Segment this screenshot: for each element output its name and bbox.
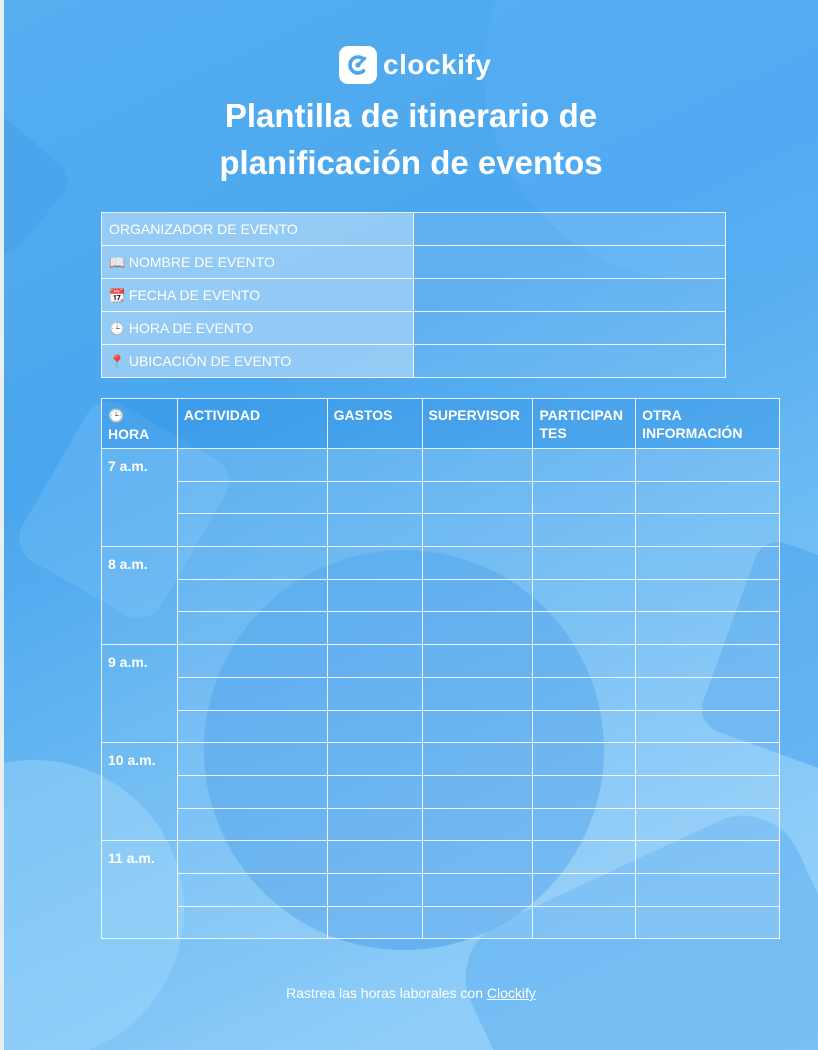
template-page xyxy=(4,0,818,1050)
time-slot-label: 8 a.m. xyxy=(102,547,178,645)
event-info-table xyxy=(101,212,726,378)
info-value-field[interactable] xyxy=(414,312,726,345)
other-info-cell[interactable] xyxy=(636,645,780,678)
itinerary-row xyxy=(102,449,780,482)
supervisor-cell[interactable] xyxy=(422,710,533,743)
brand-name: clockify xyxy=(383,49,492,80)
participants-cell[interactable] xyxy=(533,743,636,776)
info-row xyxy=(102,345,726,378)
info-label: HORA DE EVENTO xyxy=(128,319,254,336)
info-label: ORGANIZADOR DE EVENTO xyxy=(109,221,298,237)
expenses-cell[interactable] xyxy=(327,906,422,939)
supervisor-cell[interactable] xyxy=(422,677,533,710)
supervisor-cell[interactable] xyxy=(422,808,533,841)
participants-cell[interactable] xyxy=(533,481,636,514)
title-line-1: Plantilla de itinerario de xyxy=(224,97,598,134)
info-value-field[interactable] xyxy=(414,279,726,312)
participants-cell[interactable] xyxy=(533,645,636,678)
participants-cell[interactable] xyxy=(533,449,636,482)
clockify-logo xyxy=(339,45,491,85)
info-emoji-icon: 🕒 xyxy=(109,320,126,336)
header-otra-informacion: OTRA INFORMACIÓN xyxy=(636,399,780,449)
activity-cell[interactable] xyxy=(177,579,327,612)
expenses-cell[interactable] xyxy=(327,579,422,612)
supervisor-cell[interactable] xyxy=(422,449,533,482)
other-info-cell[interactable] xyxy=(636,841,780,874)
info-row xyxy=(102,246,726,279)
activity-cell[interactable] xyxy=(177,449,327,482)
other-info-cell[interactable] xyxy=(636,710,780,743)
activity-cell[interactable] xyxy=(177,710,327,743)
itinerary-row xyxy=(102,514,780,547)
info-label-cell xyxy=(102,345,414,378)
activity-cell[interactable] xyxy=(177,481,327,514)
expenses-cell[interactable] xyxy=(327,645,422,678)
page-title xyxy=(4,92,818,186)
info-emoji-icon: 📖 xyxy=(109,254,126,270)
header-supervisor: SUPERVISOR xyxy=(422,399,533,449)
expenses-cell[interactable] xyxy=(327,873,422,906)
clock-icon: 🕒 xyxy=(108,408,125,423)
time-slot-label: 10 a.m. xyxy=(102,743,178,841)
activity-cell[interactable] xyxy=(177,514,327,547)
supervisor-cell[interactable] xyxy=(422,514,533,547)
info-label-cell xyxy=(102,246,414,279)
itinerary-row xyxy=(102,906,780,939)
participants-cell[interactable] xyxy=(533,612,636,645)
info-label-cell xyxy=(102,279,414,312)
clockify-link[interactable]: Clockify xyxy=(486,985,536,1001)
other-info-cell[interactable] xyxy=(636,547,780,580)
footer-text: Rastrea las horas laborales con xyxy=(286,985,487,1001)
participants-cell[interactable] xyxy=(533,775,636,808)
time-slot-label: 11 a.m. xyxy=(102,841,178,939)
itinerary-row xyxy=(102,841,780,874)
title-line-2: planificación de eventos xyxy=(219,144,603,181)
info-label-cell xyxy=(102,312,414,345)
info-value-field[interactable] xyxy=(414,345,726,378)
supervisor-cell[interactable] xyxy=(422,906,533,939)
info-row xyxy=(102,312,726,345)
supervisor-cell[interactable] xyxy=(422,579,533,612)
participants-cell[interactable] xyxy=(533,808,636,841)
other-info-cell[interactable] xyxy=(636,481,780,514)
supervisor-cell[interactable] xyxy=(422,873,533,906)
supervisor-cell[interactable] xyxy=(422,743,533,776)
itinerary-row xyxy=(102,873,780,906)
supervisor-cell[interactable] xyxy=(422,547,533,580)
info-value-field[interactable] xyxy=(414,213,726,246)
expenses-cell[interactable] xyxy=(327,710,422,743)
expenses-cell[interactable] xyxy=(327,612,422,645)
participants-cell[interactable] xyxy=(533,841,636,874)
activity-cell[interactable] xyxy=(177,743,327,776)
other-info-cell[interactable] xyxy=(636,743,780,776)
activity-cell[interactable] xyxy=(177,841,327,874)
header-gastos: GASTOS xyxy=(327,399,422,449)
clockify-logo-icon xyxy=(339,46,377,84)
itinerary-row xyxy=(102,775,780,808)
footer xyxy=(4,985,818,1001)
activity-cell[interactable] xyxy=(177,775,327,808)
header-hora xyxy=(102,399,178,449)
other-info-cell[interactable] xyxy=(636,775,780,808)
itinerary-header-row xyxy=(102,399,780,449)
info-value-field[interactable] xyxy=(414,246,726,279)
activity-cell[interactable] xyxy=(177,677,327,710)
expenses-cell[interactable] xyxy=(327,841,422,874)
other-info-cell[interactable] xyxy=(636,906,780,939)
expenses-cell[interactable] xyxy=(327,481,422,514)
itinerary-table xyxy=(101,398,780,939)
header-participantes: PARTICIPANTES xyxy=(533,399,636,449)
supervisor-cell[interactable] xyxy=(422,645,533,678)
itinerary-row xyxy=(102,547,780,580)
activity-cell[interactable] xyxy=(177,873,327,906)
expenses-cell[interactable] xyxy=(327,677,422,710)
supervisor-cell[interactable] xyxy=(422,841,533,874)
other-info-cell[interactable] xyxy=(636,873,780,906)
itinerary-row xyxy=(102,579,780,612)
info-row xyxy=(102,279,726,312)
participants-cell[interactable] xyxy=(533,579,636,612)
expenses-cell[interactable] xyxy=(327,514,422,547)
itinerary-row xyxy=(102,481,780,514)
expenses-cell[interactable] xyxy=(327,743,422,776)
itinerary-row xyxy=(102,612,780,645)
other-info-cell[interactable] xyxy=(636,808,780,841)
itinerary-row xyxy=(102,645,780,678)
info-emoji-icon: 📆 xyxy=(109,287,126,303)
time-slot-label: 7 a.m. xyxy=(102,449,178,547)
other-info-cell[interactable] xyxy=(636,677,780,710)
itinerary-row xyxy=(102,743,780,776)
itinerary-row xyxy=(102,710,780,743)
other-info-cell[interactable] xyxy=(636,612,780,645)
supervisor-cell[interactable] xyxy=(422,481,533,514)
time-slot-label: 9 a.m. xyxy=(102,645,178,743)
other-info-cell[interactable] xyxy=(636,514,780,547)
activity-cell[interactable] xyxy=(177,645,327,678)
itinerary-row xyxy=(102,677,780,710)
other-info-cell[interactable] xyxy=(636,449,780,482)
activity-cell[interactable] xyxy=(177,547,327,580)
info-label: FECHA DE EVENTO xyxy=(128,286,261,303)
header-hora-label: HORA xyxy=(108,426,150,442)
participants-cell[interactable] xyxy=(533,873,636,906)
info-row xyxy=(102,213,726,246)
participants-cell[interactable] xyxy=(533,906,636,939)
activity-cell[interactable] xyxy=(177,906,327,939)
participants-cell[interactable] xyxy=(533,710,636,743)
info-label-cell xyxy=(102,213,414,246)
expenses-cell[interactable] xyxy=(327,449,422,482)
info-label: UBICACIÓN DE EVENTO xyxy=(128,352,292,369)
expenses-cell[interactable] xyxy=(327,775,422,808)
info-emoji-icon: 📍 xyxy=(109,353,126,369)
info-label: NOMBRE DE EVENTO xyxy=(128,253,275,270)
expenses-cell[interactable] xyxy=(327,808,422,841)
supervisor-cell[interactable] xyxy=(422,612,533,645)
expenses-cell[interactable] xyxy=(327,547,422,580)
activity-cell[interactable] xyxy=(177,808,327,841)
header-actividad: ACTIVIDAD xyxy=(177,399,327,449)
participants-cell[interactable] xyxy=(533,547,636,580)
supervisor-cell[interactable] xyxy=(422,775,533,808)
other-info-cell[interactable] xyxy=(636,579,780,612)
participants-cell[interactable] xyxy=(533,677,636,710)
participants-cell[interactable] xyxy=(533,514,636,547)
itinerary-row xyxy=(102,808,780,841)
activity-cell[interactable] xyxy=(177,612,327,645)
